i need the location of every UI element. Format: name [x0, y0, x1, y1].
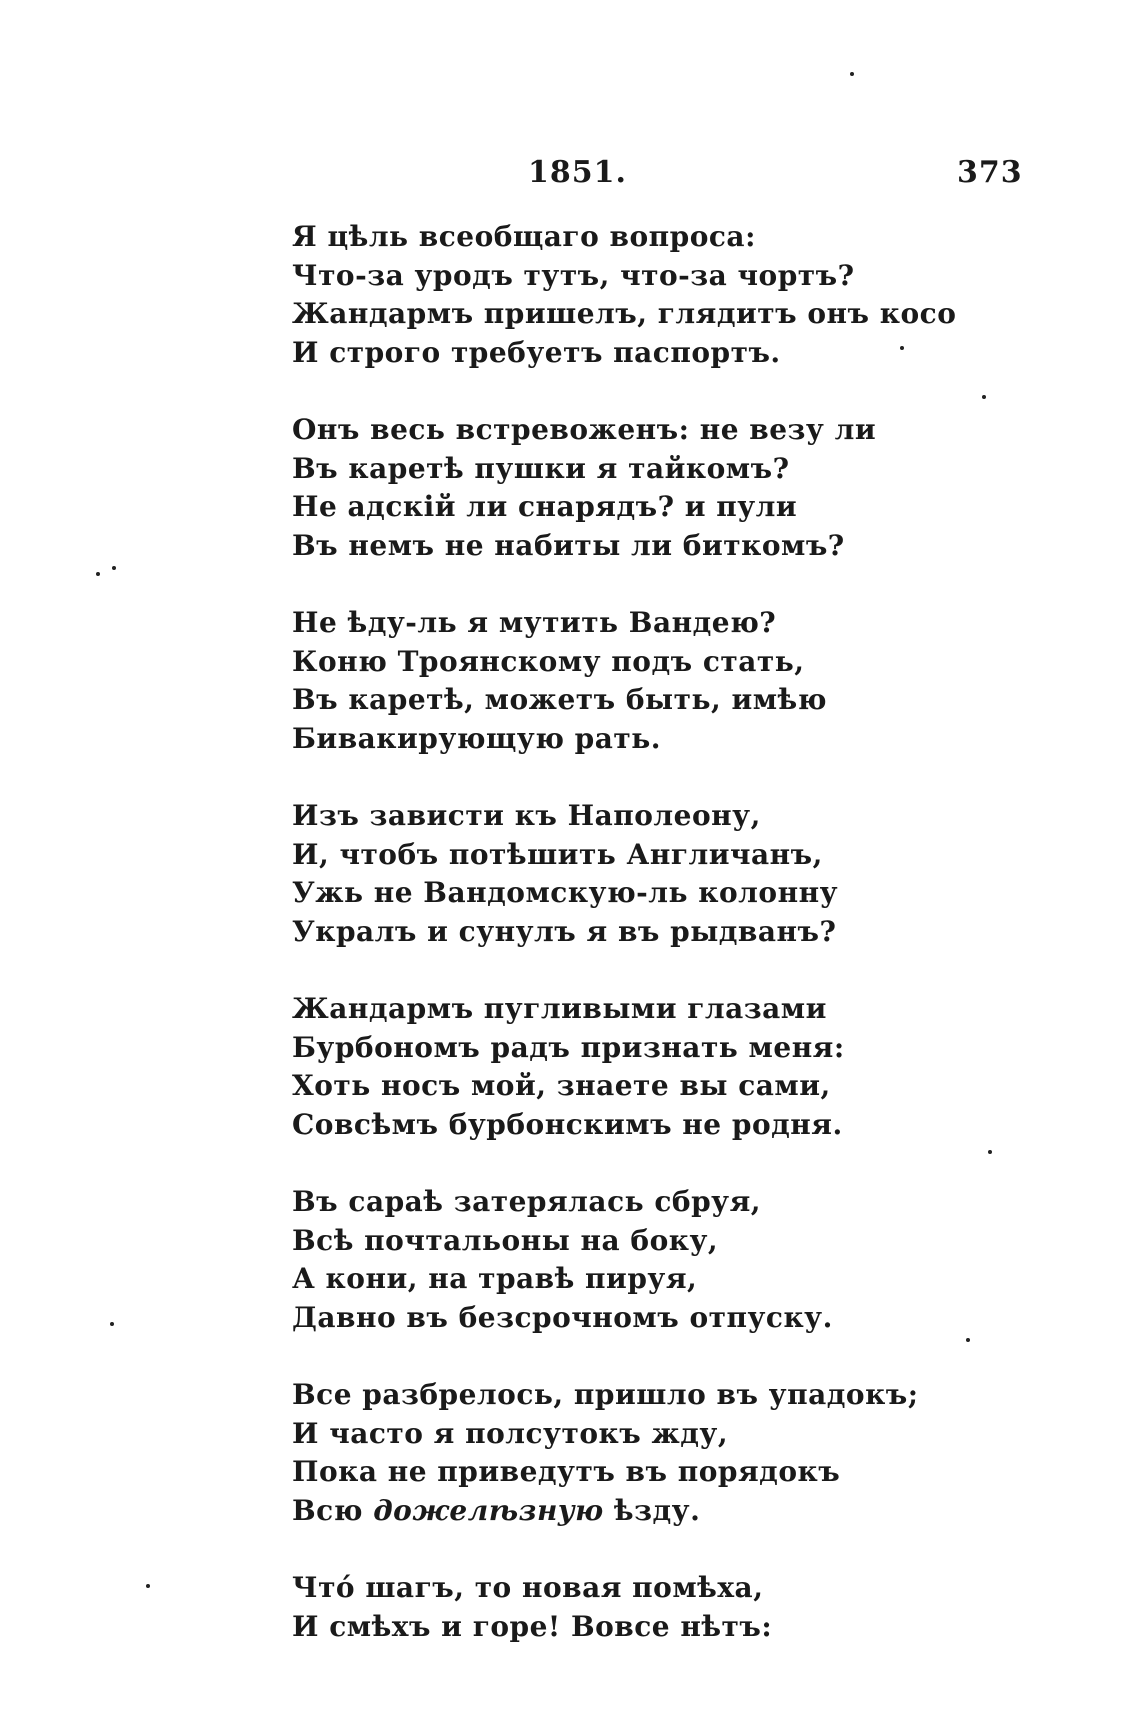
verse-line: Въ сараѣ затерялась сбруя,	[292, 1185, 762, 1218]
stanza	[292, 1376, 1012, 1530]
verse-text: Всю	[292, 1493, 374, 1527]
verse-line: И часто я полсутокъ жду,	[292, 1416, 729, 1450]
verse-line: И, чтобъ потѣшить Англичанъ,	[292, 837, 823, 871]
verse-line: Я цѣль всеобщаго вопроса:	[292, 220, 756, 253]
scan-speck	[982, 395, 986, 399]
verse-line: Хоть носъ мой, знаете вы сами,	[292, 1069, 831, 1102]
scan-speck	[110, 1322, 114, 1326]
scan-speck	[850, 72, 854, 76]
verse-line: Не ѣду-ль я мутить Вандею?	[292, 606, 777, 639]
verse-line: И смѣхъ и горе! Вовсе нѣтъ:	[292, 1609, 773, 1643]
stanza	[292, 797, 1012, 951]
stanza	[292, 1183, 1012, 1337]
verse-line: И строго требуетъ паспортъ.	[292, 335, 781, 369]
stanza	[292, 1569, 1012, 1646]
verse-text: ѣзду.	[603, 1493, 701, 1527]
verse-line: Что-за уродъ тутъ, что-за чортъ?	[292, 258, 855, 292]
verse-line: Не адскій ли снарядъ? и пули	[292, 490, 798, 523]
scan-speck	[112, 566, 116, 570]
verse-line: Ужь не Вандомскую-ль колонну	[292, 876, 839, 909]
verse-line: Всѣ почтальоны на боку,	[292, 1223, 719, 1257]
verse-line: Въ немъ не набиты ли биткомъ?	[292, 528, 845, 562]
scan-speck	[900, 346, 904, 350]
verse-line: Онъ весь встревоженъ: не везу ли	[292, 413, 877, 446]
stanza	[292, 218, 1012, 372]
verse-line: Въ каретѣ, можетъ быть, имѣю	[292, 683, 827, 716]
scan-speck	[96, 572, 100, 576]
verse-line: Чтó шагъ, то новая помѣха,	[292, 1571, 764, 1604]
verse-line: Въ каретѣ пушки я тайкомъ?	[292, 451, 790, 485]
verse-line: Коню Троянскому подъ стать,	[292, 644, 805, 678]
poem-text	[292, 218, 1012, 1685]
page-number: 373	[957, 155, 1023, 190]
verse-line: Пока не приведутъ въ порядокъ	[292, 1455, 841, 1488]
verse-line: Совсѣмъ бурбонскимъ не родня.	[292, 1107, 843, 1141]
stanza	[292, 604, 1012, 758]
stanza	[292, 990, 1012, 1144]
page-header	[0, 155, 1140, 195]
scan-speck	[988, 1150, 992, 1154]
scan-speck	[146, 1584, 150, 1588]
verse-line: Жандармъ пришелъ, глядитъ онъ косо	[292, 297, 957, 330]
running-head-year: 1851.	[528, 155, 627, 190]
scan-speck	[966, 1338, 970, 1342]
italic-word: дожелѣзную	[373, 1493, 604, 1527]
verse-line-mixed	[292, 1492, 1012, 1531]
verse-line: Все разбрелось, пришло въ упадокъ;	[292, 1378, 919, 1411]
stanza	[292, 411, 1012, 565]
verse-line: А кони, на травѣ пируя,	[292, 1262, 698, 1295]
verse-line: Изъ зависти къ Наполеону,	[292, 799, 761, 832]
verse-line: Бурбономъ радъ признать меня:	[292, 1030, 845, 1064]
verse-line: Жандармъ пугливыми глазами	[292, 992, 827, 1025]
verse-line: Бивакирующую рать.	[292, 721, 661, 755]
verse-line: Укралъ и сунулъ я въ рыдванъ?	[292, 914, 837, 948]
verse-line: Давно въ безсрочномъ отпуску.	[292, 1300, 833, 1334]
